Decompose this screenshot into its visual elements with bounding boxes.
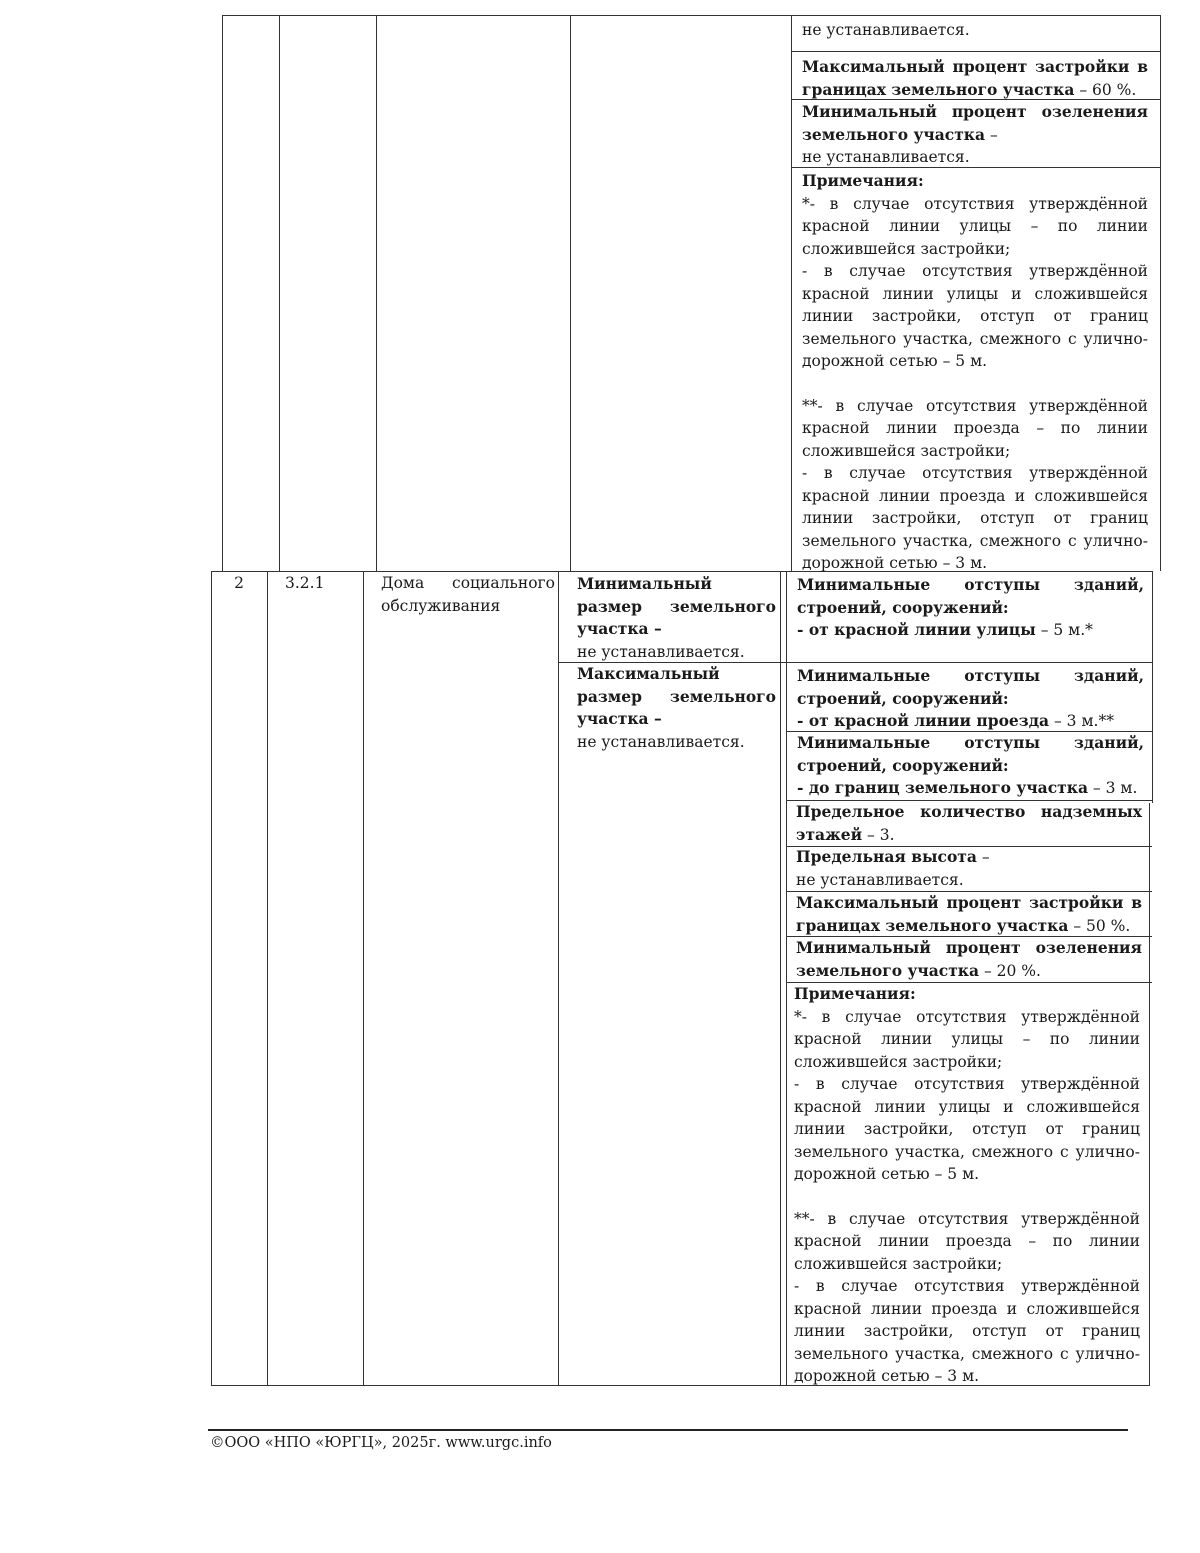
row1-param-height-value: не устанавливается.: [802, 21, 970, 39]
footer-copyright: ©ООО «НПО «ЮРГЦ», 2025г. www.urgc.info: [210, 1435, 552, 1451]
row2-number: 2: [234, 574, 244, 592]
row2-notes: [794, 983, 1140, 1388]
row2-param-height: Предельная высота – не устанавливается.: [796, 847, 990, 889]
row1-param-max-coverage: Максимальный процент застройки в границах земельного участка – 60 %.: [802, 57, 1148, 99]
note-paragraph: - в случае отсутствия утверждённой красной линии улицы и сложившейся линии застройки, отступ от границ земельного участка, смежного с улично-дорожной сетью – 5 м.: [794, 1075, 1140, 1183]
note-paragraph: **- в случае отсутствия утверждённой красной линии проезда – по линии сложившейся застройки;: [794, 1209, 1140, 1273]
row2-code: 3.2.1: [285, 574, 325, 592]
row2-param-setback-street: Минимальные отступы зданий, строений, сооружений: - от красной линии улицы – 5 м.*: [797, 575, 1144, 639]
row1-param-min-greening: Минимальный процент озеленения земельного участка – не устанавливается.: [802, 102, 1148, 166]
note-paragraph: - в случае отсутствия утверждённой красной линии проезда и сложившейся линии застройки, отступ от границ земельного участка, смежного с улично-дорожной сетью – 3 м.: [794, 1277, 1140, 1385]
row2-param-floors: Предельное количество надземных этажей – 3.: [796, 802, 1142, 844]
row2-size-min: Минимальный размер земельного участка – не устанавливается.: [577, 574, 776, 661]
notes-title: Примечания:: [802, 171, 924, 190]
note-paragraph: - в случае отсутствия утверждённой красной линии улицы и сложившейся линии застройки, отступ от границ земельного участка, смежного с улично-дорожной сетью – 5 м.: [802, 262, 1148, 370]
note-paragraph: - в случае отсутствия утверждённой красной линии проезда и сложившейся линии застройки, отступ от границ земельного участка, смежного с улично-дорожной сетью – 3 м.: [802, 464, 1148, 572]
row2-size-max: Максимальный размер земельного участка – не устанавливается.: [577, 664, 776, 751]
note-paragraph: *- в случае отсутствия утверждённой красной линии улицы – по линии сложившейся застройки;: [794, 1007, 1140, 1071]
row2-param-max-coverage: Максимальный процент застройки в границах земельного участка – 50 %.: [796, 893, 1142, 935]
notes-title: Примечания:: [794, 984, 916, 1003]
note-paragraph: *- в случае отсутствия утверждённой красной линии улицы – по линии сложившейся застройки;: [802, 194, 1148, 258]
note-paragraph: **- в случае отсутствия утверждённой красной линии проезда – по линии сложившейся застройки;: [802, 396, 1148, 460]
footer-divider: [208, 1429, 1128, 1431]
row2-param-min-greening: Минимальный процент озеленения земельного участка – 20 %.: [796, 938, 1142, 980]
row2-param-setback-boundary: Минимальные отступы зданий, строений, сооружений: - до границ земельного участка – 3 м.: [797, 733, 1144, 797]
row1-notes: [802, 170, 1148, 575]
row2-name: Дома социального обслуживания: [381, 574, 555, 615]
row2-param-setback-passage: Минимальные отступы зданий, строений, сооружений: - от красной линии проезда – 3 м.**: [797, 666, 1144, 730]
